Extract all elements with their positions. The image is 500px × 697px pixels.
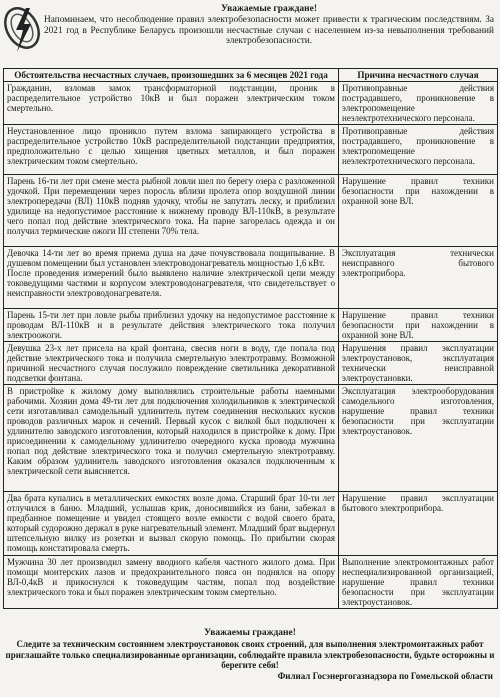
table-row [4, 385, 498, 492]
column-header-cause: Причина несчастного случая [339, 69, 498, 82]
cause-cell: Эксплуатация технически неисправного бытового электроприбора. [339, 247, 498, 309]
cause-cell: Выполнение электромонтажных работ неспециализированной организацией, нарушение правил техники безопасности при эксплуатации электроустановок. [339, 556, 498, 609]
column-header-circumstances: Обстоятельства несчастных случаев, произошедших за 6 месяцев 2021 года [4, 69, 339, 82]
table-row [4, 82, 498, 125]
circumstances-cell: Неустановленное лицо проникло путем взлома запирающего устройства в распределительное устройство 10кВ распределительной подстанции предприятия, предположительно с целью хищения цветных металлов, и был поражен электрическим током смертельно. [4, 125, 339, 175]
header [44, 4, 494, 47]
footer-signature: Филиал Госэнергогазнадзора по Гомельской области [277, 670, 493, 681]
circumstances-cell: Девушка 23-х лет присела на край фонтана, свесив ноги в воду, где попала под действие электрического тока и получила смертельную электротравму. Возможной причиной несчастного случая послужило повреждение светильника декоративной подсветки фонтана. [4, 342, 339, 385]
table-row [4, 309, 498, 342]
circumstances-cell: В пристройке к жилому дому выполнялись строительные работы наемными рабочими. Хозяин дома 49-ти лет для подключения холодильников к электрической сети изготавливал самодельный удлинитель путем соединения нескольких кусков проводов различных марок и сечений. Первый кусок с вилкой был подключен к удлинителю заводского изготовления, который находился в пристройке к дому. При присоединении к самодельному удлинителю очередного куска провода мужчина попал под действие электрического тока и получил смертельную электротравму. Каким образом удлинитель заводского изготовления оказался подключенным к электрической сети выясняется. [4, 385, 339, 492]
footer-appeal: Следите за техническим состоянием электроустановок своих строений, для выполнения электромонтажных работ приглашайте только специализированные организации, соблюдайте правила электробезопасности, будьте осторожны и берегите себя! [5, 639, 495, 670]
cause-cell: Противоправные действия пострадавшего, проникновение в электропомещение неэлектротехнического персонала. [339, 82, 498, 125]
circumstances-cell: Парень 15-ти лет при ловле рыбы приблизил удочку на недопустимое расстояние к проводам ВЛ-110кВ и в результате действия электрического тока получил электроожоги. [4, 309, 339, 342]
footer-greeting: Уважаемы граждане! [204, 628, 296, 638]
cause-cell: Эксплуатация электрооборудования самодельного изготовления, нарушение правил техники безопасности при эксплуатации электроустановок. [339, 385, 498, 492]
cause-cell: Нарушение правил техники безопасности при нахождении в охранной зоне ВЛ. [339, 175, 498, 247]
circumstances-cell: Гражданин, взломав замок трансформаторной подстанции, проник в распределительное устройство 10кВ и был поражен электрическим током смертельно. [4, 82, 339, 125]
table-row [4, 492, 498, 556]
accidents-table [3, 68, 498, 609]
table-row [4, 556, 498, 609]
cause-cell: Нарушение правил техники безопасности при нахождении в охранной зоне ВЛ. [339, 309, 498, 342]
table-row [4, 125, 498, 175]
cause-cell: Нарушения правил эксплуатации электроустановок, эксплуатация технически неисправной электроустановки. [339, 342, 498, 385]
circumstances-cell: Девочка 14-ти лет во время приема душа на даче почувствовала пощипывание. В душевом помещении был установлен электроводонагреватель мощностью 1,6 кВт. После проведения измерений было выявлено наличие электрической цепи между токоведущими частями и корпусом электроводонагревателя, что свидетельствует о неисправности электроводонагревателя. [4, 247, 339, 309]
footer [3, 628, 497, 682]
circumstances-cell: Парень 16-ти лет при смене места рыбной ловли шел по берегу озера с разложенной удочкой. При перемещении через поросль вблизи пролета опор воздушной линии электропередачи (ВЛ) 110кВ подняв удочку, чтобы не запутать леску, и приблизил удилище на недопустимое расстояние к нижнему проводу ВЛ-110кВ, в результате чего попал под действие электрического тока. На парне загорелась одежда и он получил термические ожоги III степени 70% тела. [4, 175, 339, 247]
energy-logo-icon [4, 4, 40, 56]
cause-cell: Нарушение правил эксплуатации бытового электроприбора. [339, 492, 498, 556]
table-row [4, 342, 498, 385]
header-lead: Напоминаем, что несоблюдение правил электробезопасности может привести к трагическим последствиям. За 2021 год в Республике Беларусь произошли несчастные случаи с населением из-за невыполнения требований электробезопасности. [44, 15, 494, 47]
table-row [4, 175, 498, 247]
circumstances-cell: Мужчина 30 лет производил замену вводного кабеля частного жилого дома. При помощи монтерских лазов и предохранительного пояса он поднялся на опору ВЛ-0,4кВ и прикоснулся к токоведущим частям, попал под воздействие электрического тока и был поражен электрическим током смертельно. [4, 556, 339, 609]
table-header-row [4, 69, 498, 82]
header-greeting: Уважаемые граждане! [220, 4, 318, 14]
table-row [4, 247, 498, 309]
circumstances-cell: Два брата купались в металлических емкостях возле дома. Старший брат 10-ти лет отлучился в баню. Младший, услышав крик, доносившийся из бани, забежал в предбанное помещение и увидел стоящего возле емкости с водой своего брата, который судорожно держал в руке нагревательный элемент. Младший брат выдернул штепсельную вилку из розетки и вызвал скорую помощь. По прибытии скорая помощь констатировала смерть. [4, 492, 339, 556]
cause-cell: Противоправные действия пострадавшего, проникновение в электропомещение неэлектротехнического персонала. [339, 125, 498, 175]
